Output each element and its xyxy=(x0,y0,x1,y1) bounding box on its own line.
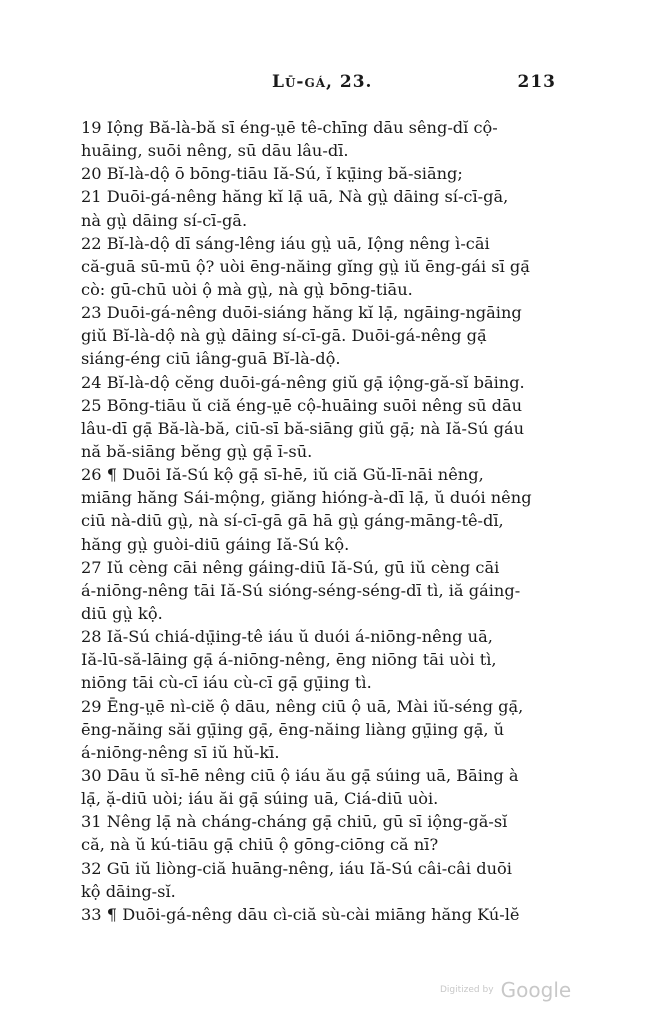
text-line: diū gṳ̀ kộ. xyxy=(81,603,163,623)
text-line: 23 Duōi-gá-nêng duōi-siáng hăng kĭ lạ̄, ngāing-ngāing xyxy=(81,303,522,323)
text-line: 26 ¶ Duōi Iă-Sú kộ gạ̄ sī-hē, iŭ ciă Gŭ-lī-nāi nêng, xyxy=(81,465,484,485)
text-line: kộ dāing-sĭ. xyxy=(81,881,176,901)
text-line: 28 Iă-Sú chiá-dṳ̄ing-tê iáu ŭ duói á-niōng-nêng uā, xyxy=(81,627,493,647)
body-text xyxy=(81,116,571,926)
text-line: cò: gū-chū uòi ộ mà gṳ̀, nà gṳ̀ bōng-tiāu. xyxy=(81,279,413,299)
text-line: 27 Iŭ cèng cāi nêng gáing-diū Iă-Sú, gū iŭ cèng cāi xyxy=(81,557,500,577)
text-line: á-niōng-nêng sī iŭ hŭ-kī. xyxy=(81,742,280,762)
text-line: lâu-dī gạ̄ Bă-là-bă, ciū-sī bă-siāng giŭ gạ̄; nà Iă-Sú gáu xyxy=(81,418,525,438)
text-line: 29 Ēng-ṳē nì-ciĕ ộ dāu, nêng ciū ộ uā, Mài iŭ-séng gạ̄, xyxy=(81,696,524,716)
text-line: că-guā sū-mū ộ? uòi ēng-năing gĭng gṳ̀ iŭ ēng-gái sī gạ̄ xyxy=(81,256,530,276)
watermark-prefix: Digitized by xyxy=(440,985,494,995)
text-line: că, nà ŭ kú-tiāu gạ̄ chiū ộ gōng-ciōng că nī? xyxy=(81,835,439,855)
digitized-by-google-watermark xyxy=(440,978,571,1002)
text-line: 21 Duōi-gá-nêng hăng kĭ lạ̄ uā, Nà gṳ̀ dāing sí-cī-gā, xyxy=(81,187,509,207)
running-head xyxy=(0,72,654,96)
text-line: 30 Dāu ŭ sī-hē nêng ciū ộ iáu ău gạ̄ súing uā, Bāing à xyxy=(81,765,519,785)
text-line: 22 Bĭ-là-dộ dī sáng-lêng iáu gṳ̀ uā, Iộng nêng ì-cāi xyxy=(81,233,490,253)
text-line: Iă-lū-să-lāing gạ̄ á-niōng-nêng, ēng niōng tāi uòi tì, xyxy=(81,650,497,670)
text-line: ciū nà-diū gṳ̀, nà sí-cī-gā gā hā gṳ̀ gáng-māng-tê-dī, xyxy=(81,511,504,531)
text-line: lạ̄, ặ-diū uòi; iáu ăi gạ̄ súing uā, Ciá-diū uòi. xyxy=(81,789,439,809)
text-line: niōng tāi cù-cī iáu cù-cī gạ̄ gṳ̄ing tì. xyxy=(81,673,372,693)
text-line: giŭ Bĭ-là-dộ nà gṳ̀ dāing sí-cī-gā. Duōi-gá-nêng gạ̄ xyxy=(81,326,487,346)
text-line: ēng-năing săi gṳ̄ing gạ̄, ēng-năing liàng gṳ̄ing gạ̄, ŭ xyxy=(81,719,505,739)
google-logo: Google xyxy=(500,978,572,1002)
text-line: siáng-éng ciū iâng-guā Bĭ-là-dộ. xyxy=(81,349,341,369)
text-line: hăng gṳ̀ guòi-diū gáing Iă-Sú kộ. xyxy=(81,534,350,554)
text-line: 24 Bĭ-là-dộ cĕng duōi-gá-nêng giŭ gạ̄ iộng-gă-sĭ bāing. xyxy=(81,372,525,392)
text-line: 31 Nêng lạ̄ nà cháng-cháng gạ̄ chiū, gū sī iộng-gă-sĭ xyxy=(81,812,508,832)
text-line: 32 Gū iŭ liòng-ciă huāng-nêng, iáu Iă-Sú câi-câi duōi xyxy=(81,858,512,878)
text-line: nă bă-siāng bĕng gṳ̀ gạ̄ ī-sū. xyxy=(81,441,313,461)
page-number: 213 xyxy=(517,72,556,92)
text-line: á-niōng-nêng tāi Iă-Sú sióng-séng-séng-dī tì, iă gáing- xyxy=(81,580,521,600)
text-line: 19 Iộng Bă-là-bă sī éng-ṳē tê-chīng dāu sêng-dĭ cộ- xyxy=(81,118,498,137)
running-title: Lū-gá, 23. xyxy=(272,72,373,92)
text-line: 20 Bĭ-là-dộ ō bōng-tiāu Iă-Sú, ĭ kṳ̄ing bă-siāng; xyxy=(81,164,463,184)
text-line: nà gṳ̀ dāing sí-cī-gā. xyxy=(81,210,248,230)
text-line: miāng hăng Sái-mộng, giăng hióng-à-dī lạ̄, ŭ duói nêng xyxy=(81,488,532,508)
text-line: 33 ¶ Duōi-gá-nêng dāu cì-ciă sù-cài miāng hăng Kú-lĕ xyxy=(81,904,520,924)
text-line: 25 Bōng-tiāu ŭ ciă éng-ṳē cộ-huāing suōi nêng sū dāu xyxy=(81,395,523,415)
text-line: huāing, suōi nêng, sū dāu lâu-dī. xyxy=(81,141,349,161)
